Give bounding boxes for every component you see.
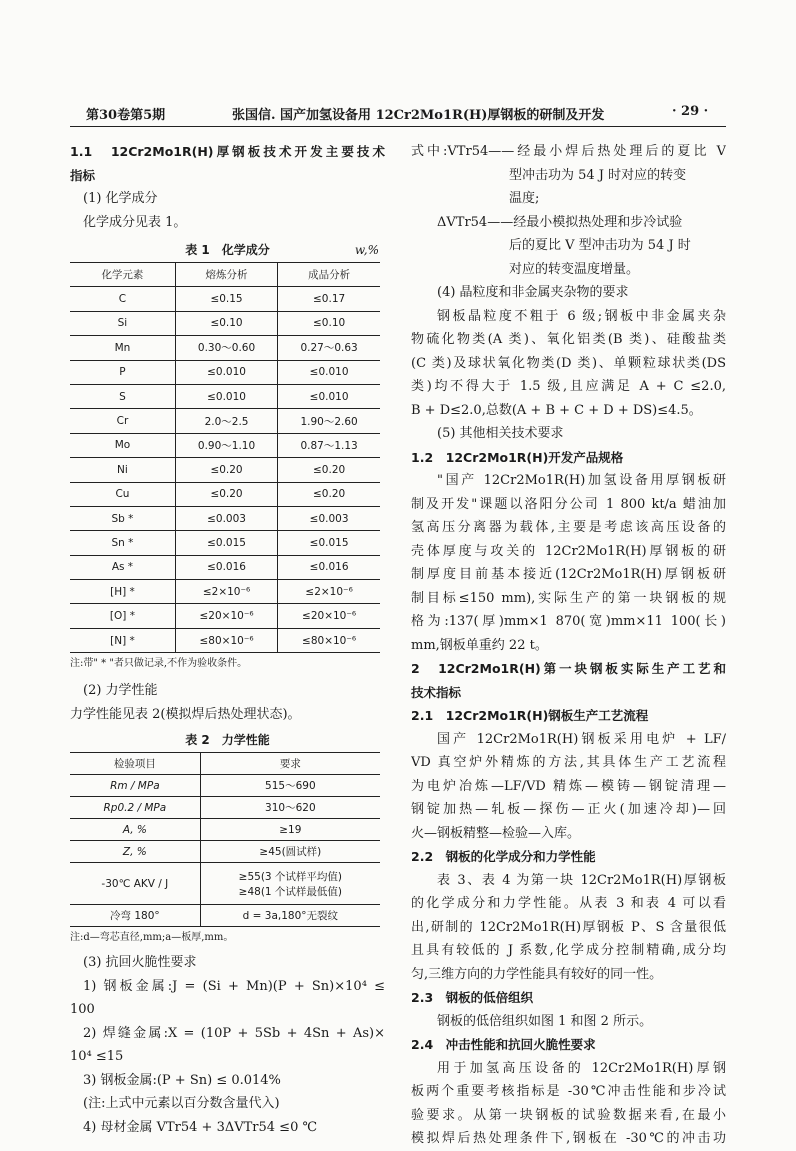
formula-definition: 对应的转变温度增量。 (509, 261, 640, 277)
table-row (70, 360, 380, 384)
section-heading: 2.2 钢板的化学成分和力学性能 (411, 849, 596, 864)
running-title: 张国信. 国产加氢设备用 12Cr2Mo1R(H)厚钢板的研制及开发 (232, 108, 605, 123)
table-cell: Mo (114, 439, 131, 452)
table-cell: ≤20×10⁻⁶ (175, 604, 277, 628)
table-cell: ≤0.015 (175, 531, 277, 555)
paragraph-line: 匀,三维方向的力学性能具有较好的同一性。 (411, 966, 663, 982)
table-cell: ≤80×10⁻⁶ (175, 628, 277, 652)
table-row (70, 409, 380, 433)
subheading: (4) 晶粒度和非金属夹杂物的要求 (437, 285, 629, 300)
table-row (70, 819, 380, 841)
paragraph-line: 氢高压分离器为载体,主要是考虑该高压设备的 (411, 520, 726, 535)
table-row (70, 506, 380, 530)
table-cell: 冷弯 180° (110, 910, 160, 923)
impact-average: ≥55(3 个试样平均值) (238, 870, 343, 883)
table-cell: C (118, 293, 127, 306)
table-cell (200, 863, 380, 905)
table-cell: ≤0.010 (175, 360, 277, 384)
table-cell: ≥19 (200, 819, 380, 841)
formula-note: (注:上式中元素以百分数含量代入) (83, 1096, 280, 1112)
header-cell: 化学元素 (101, 269, 144, 282)
table-cell: Ni (117, 463, 128, 476)
table-row (70, 604, 380, 628)
section-heading: 1.2 12Cr2Mo1R(H)开发产品规格 (411, 449, 624, 465)
table-row (70, 775, 380, 797)
table-cell: ≤0.003 (175, 506, 277, 530)
paragraph-line: 物硫化物类(A 类)、氧化铝类(B 类)、硅酸盐类 (411, 332, 726, 347)
paragraph-line: 格为:137(厚)mm×1 870(宽)mm×11 100(长) (411, 614, 726, 629)
table-cell: 515～690 (200, 775, 380, 797)
paragraph-line: 且具有较低的 J 系数,化学成分控制精确,成分均 (411, 943, 726, 958)
section-heading: 1.1 12Cr2Mo1R(H)厚钢板技术开发主要技术 (70, 144, 385, 159)
formula-definition: ΔVTr54——经最小模拟热处理和步冷试验 (437, 214, 683, 230)
table-row (70, 384, 380, 408)
table-cell: ≤0.10 (278, 311, 380, 335)
table-cell: ≤0.20 (175, 458, 277, 482)
table-cell: ≤0.10 (175, 311, 277, 335)
table-row (70, 797, 380, 819)
paragraph-line: mm,钢板单重约 22 t。 (411, 637, 548, 653)
table-row (70, 863, 380, 905)
header-cell: 熔炼分析 (175, 263, 277, 287)
table-cell: ≤2×10⁻⁶ (175, 580, 277, 604)
header-cell: 检验项目 (113, 758, 156, 771)
paragraph-line: 为电炉冶炼—LF/VD 精炼—模铸—钢锭清理— (411, 778, 726, 794)
paragraph-line: 力学性能见表 2(模拟焊后热处理状态)。 (70, 706, 301, 722)
table-row (70, 287, 380, 311)
paragraph-line: 出,研制的 12Cr2Mo1R(H)厚钢板 P、S 含量很低 (411, 919, 726, 935)
mechanical-properties-table (70, 752, 380, 927)
paragraph-line: 火—钢板精整—检验—入库。 (411, 825, 581, 841)
right-column (411, 140, 726, 1151)
paragraph-line: 钢锭加热—轧板—探伤—正火(加速冷却)—回 (411, 802, 726, 817)
paragraph-line: 制目标≤150 mm),实际生产的第一块钢板的规 (411, 590, 726, 606)
table-cell: ≤0.010 (278, 384, 380, 408)
table-header-row (70, 263, 380, 287)
formula-line: 1) 钢板金属:J = (Si + Mn)(P + Sn)×10⁴ ≤ (83, 978, 385, 994)
table-cell: 1.90～2.60 (278, 409, 380, 433)
table-cell: [H] * (110, 585, 135, 598)
table-row (70, 311, 380, 335)
table-cell: A, % (122, 823, 147, 836)
paragraph-line: "国产 12Cr2Mo1R(H)加氢设备用厚钢板研 (437, 473, 726, 488)
table-row (70, 905, 380, 927)
table-row (70, 580, 380, 604)
table-row (70, 458, 380, 482)
paragraph-line: 制及开发"课题以洛阳分公司 1 800 kt/a 蜡油加 (411, 496, 726, 512)
section-heading: 2.4 冲击性能和抗回火脆性要求 (411, 1037, 596, 1052)
left-column (70, 140, 385, 1139)
table2-note: 注:d—弯芯直径,mm;a—板厚,mm。 (70, 932, 234, 944)
table-cell: Si (117, 317, 128, 330)
table-header-row (70, 753, 380, 775)
paragraph-line: 表 3、表 4 为第一块 12Cr2Mo1R(H)厚钢板 (437, 872, 726, 888)
table2-caption: 表 2 力学性能 (185, 733, 270, 748)
table-cell: Cr (116, 415, 129, 428)
table-cell: ≤0.20 (278, 458, 380, 482)
table-row (70, 531, 380, 555)
subheading: (3) 抗回火脆性要求 (83, 955, 197, 971)
table1-title: 表 1 化学成分 (185, 243, 270, 257)
formula-definition: 后的夏比 V 型冲击功为 54 J 时 (509, 238, 691, 253)
table-cell: ≤0.15 (175, 287, 277, 311)
table-row (70, 336, 380, 360)
table-cell: ≤0.015 (278, 531, 380, 555)
table-cell: ≤20×10⁻⁶ (278, 604, 380, 628)
table-cell: Rm / MPa (110, 779, 160, 792)
table-cell: Sn * (111, 536, 134, 549)
paragraph-line: 制厚度目前基本接近(12Cr2Mo1R(H)厚钢板研 (411, 567, 726, 582)
header-rule (70, 126, 726, 127)
table-cell: As * (111, 561, 134, 574)
formula-line: 100 (70, 1002, 95, 1018)
table-cell: ≤0.20 (175, 482, 277, 506)
table-cell: ≤0.016 (175, 555, 277, 579)
table1-note: 注:带" * "者只做记录,不作为验收条件。 (70, 658, 248, 670)
section-heading-cont: 技术指标 (411, 684, 462, 700)
table-cell: ≤0.17 (278, 287, 380, 311)
formula-line: 10⁴ ≤15 (70, 1049, 124, 1065)
table-cell: ≤0.20 (278, 482, 380, 506)
section-heading: 2 12Cr2Mo1R(H)第一块钢板实际生产工艺和 (411, 661, 726, 676)
table-cell: 310～620 (200, 797, 380, 819)
table-cell: ≥45(圆试样) (200, 841, 380, 863)
paragraph-line: 模拟焊后热处理条件下,钢板在 -30℃的冲击功 (411, 1131, 726, 1146)
paragraph-line: 验要求。从第一块钢板的试验数据来看,在最小 (411, 1107, 726, 1123)
table-cell: ≤2×10⁻⁶ (278, 580, 380, 604)
paragraph-line: (C 类)及球状氧化物类(D 类)、单颗粒球状类(DS (411, 355, 726, 371)
table-row (70, 628, 380, 652)
table-cell: ≤0.010 (175, 384, 277, 408)
table-row (70, 841, 380, 863)
paragraph-line: 的化学成分和力学性能。从表 3 和表 4 可以看 (411, 896, 726, 911)
table-cell: Mn (114, 341, 131, 354)
table-cell: -30℃ AKV / J (101, 877, 169, 890)
table1-unit: w,% (354, 243, 379, 257)
table-cell: 2.0～2.5 (175, 409, 277, 433)
paragraph-line: 类)均不得大于 1.5 级,且应满足 A + C ≤2.0, (411, 379, 726, 394)
paragraph-line: 钢板的低倍组织如图 1 和图 2 所示。 (437, 1013, 653, 1029)
table-cell: S (119, 390, 126, 403)
table-cell: Rp0.2 / MPa (103, 801, 167, 814)
table-cell: Sb * (111, 512, 134, 525)
impact-minimum: ≥48(1 个试样最低值) (238, 885, 343, 898)
table-cell: [N] * (110, 634, 135, 647)
paragraph-line: B + D≤2.0,总数(A + B + C + D + DS)≤4.5。 (411, 402, 702, 418)
table-cell: 0.27～0.63 (278, 336, 380, 360)
table-cell: d = 3a,180°无裂纹 (200, 905, 380, 927)
subheading: (2) 力学性能 (83, 683, 158, 699)
section-heading: 2.1 12Cr2Mo1R(H)钢板生产工艺流程 (411, 708, 649, 723)
formula-definition: 型冲击功为 54 J 时对应的转变 (509, 167, 687, 183)
formula-definition: 式中:VTr54——经最小焊后热处理后的夏比 V (411, 144, 726, 159)
table-cell: 0.30～0.60 (175, 336, 277, 360)
table-cell: P (119, 366, 126, 379)
table-cell: 0.90～1.10 (175, 433, 277, 457)
subheading: (5) 其他相关技术要求 (437, 426, 564, 441)
journal-issue: 第30卷第5期 (86, 108, 166, 123)
header-cell: 要求 (200, 753, 380, 775)
page-number: · 29 · (672, 104, 709, 119)
table-cell: ≤0.003 (278, 506, 380, 530)
table-cell: [O] * (109, 610, 135, 623)
paragraph-line: 化学成分见表 1。 (83, 214, 187, 230)
section-heading: 2.3 钢板的低倍组织 (411, 990, 534, 1005)
paragraph-line: 用于加氢高压设备的 12Cr2Mo1R(H)厚钢 (437, 1060, 726, 1076)
paragraph-line: 壳体厚度与攻关的 12Cr2Mo1R(H)厚钢板的研 (411, 543, 726, 559)
paragraph-line: 板两个重要考核指标是 -30℃冲击性能和步冷试 (411, 1084, 726, 1099)
formula-line: 2) 焊缝金属:X = (10P + 5Sb + 4Sn + As)× (83, 1025, 385, 1041)
paragraph-line: VD 真空炉外精炼的方法,其具体生产工艺流程 (411, 755, 726, 770)
table-cell: Z, % (122, 845, 147, 858)
table-cell: 0.87～1.13 (278, 433, 380, 457)
table-row (70, 433, 380, 457)
table-cell: ≤80×10⁻⁶ (278, 628, 380, 652)
table-cell: ≤0.016 (278, 555, 380, 579)
section-heading-cont: 指标 (70, 167, 96, 183)
subheading: (1) 化学成分 (83, 191, 158, 206)
chemical-composition-table (70, 262, 380, 653)
table-cell: Cu (115, 488, 130, 501)
table-row (70, 555, 380, 579)
table-row (70, 482, 380, 506)
paragraph-line: 国产 12Cr2Mo1R(H)钢板采用电炉 + LF/ (437, 731, 726, 747)
formula-line: 4) 母材金属 VTr54 + 3ΔVTr54 ≤0 ℃ (83, 1119, 318, 1135)
table1-caption (70, 238, 385, 262)
formula-definition: 温度; (509, 191, 540, 206)
header-cell: 成品分析 (278, 263, 380, 287)
paragraph-line: 钢板晶粒度不粗于 6 级;钢板中非金属夹杂 (437, 308, 726, 324)
table-cell: ≤0.010 (278, 360, 380, 384)
formula-line: 3) 钢板金属:(P + Sn) ≤ 0.014% (83, 1072, 281, 1088)
